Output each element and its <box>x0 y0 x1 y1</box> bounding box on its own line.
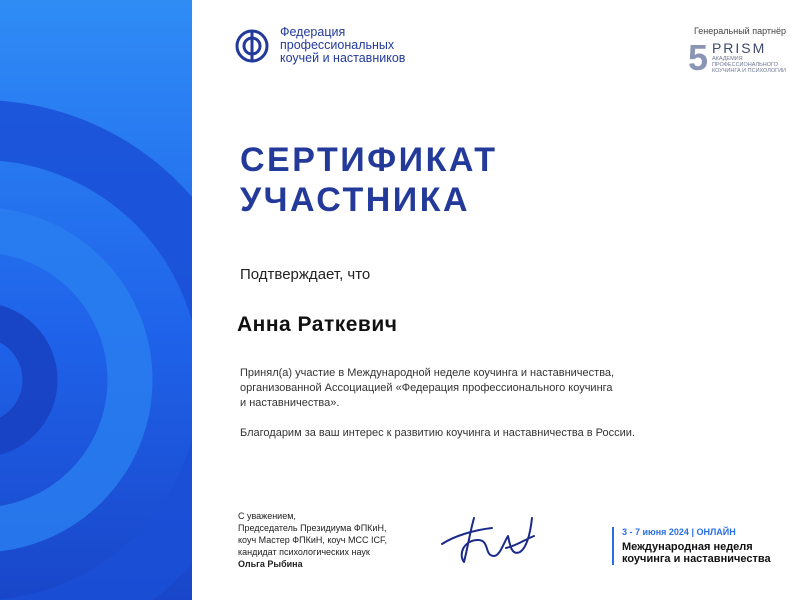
organization-name-line: Федерация <box>280 25 346 39</box>
prism-logo <box>666 37 786 78</box>
certificate-body-line: Принял(а) участие в Международной неделе коучинга и наставничества, <box>240 367 615 379</box>
event-block <box>612 527 792 565</box>
decorative-left-band <box>0 0 192 600</box>
recipient-name: Анна Раткевич <box>237 313 398 336</box>
organization-name <box>280 26 470 65</box>
fpkin-logo-icon <box>234 28 270 64</box>
signer-line: С уважением, <box>238 511 296 521</box>
organization-name-line: профессиональных <box>280 38 395 52</box>
prism-logo-sub-line: АКАДЕМИЯ <box>711 56 743 62</box>
prism-logo-sub-line: КОУЧИНГА И ПСИХОЛОГИИ <box>711 68 786 74</box>
prism-logo-word: PRISM <box>711 40 767 56</box>
signer-name: Ольга Рыбина <box>238 559 303 569</box>
certificate-title-line: СЕРТИФИКАТ <box>240 141 498 179</box>
thanks-text: Благодарим за ваш интерес к развитию коучинга и наставничества в России. <box>240 427 635 439</box>
signer-block <box>238 510 418 570</box>
certificate-body <box>240 366 700 411</box>
signer-line: Председатель Президиума ФПКиН, <box>238 523 387 533</box>
handwritten-signature <box>434 506 544 568</box>
partner-block <box>666 26 786 76</box>
certificate-body-line: организованной Ассоциацией «Федерация профессионального коучинга <box>240 382 613 394</box>
certificate-body-line: и наставничества». <box>240 397 340 409</box>
confirm-text: Подтверждает, что <box>240 266 371 283</box>
organization-name-line: коучей и наставников <box>280 51 406 65</box>
prism-logo-sub-line: ПРОФЕССИОНАЛЬНОГО <box>711 62 778 68</box>
organization-logo <box>234 26 470 65</box>
prism-logo-number: 5 <box>687 37 708 78</box>
certificate-title <box>240 140 498 220</box>
certificate-title-line: УЧАСТНИКА <box>240 181 471 219</box>
event-name-line: Международная неделя <box>622 541 753 553</box>
prism-logo-text <box>712 40 786 74</box>
event-name-line: коучинга и наставничества <box>622 553 771 565</box>
event-dates: 3 - 7 июня 2024 | ОНЛАЙН <box>622 527 736 537</box>
event-name <box>622 541 792 565</box>
decorative-arcs <box>0 0 192 600</box>
signer-line: кандидат психологических наук <box>238 547 370 557</box>
partner-label: Генеральный партнёр <box>694 26 786 36</box>
signer-line: коуч Мастер ФПКиН, коуч MCC ICF, <box>238 535 387 545</box>
